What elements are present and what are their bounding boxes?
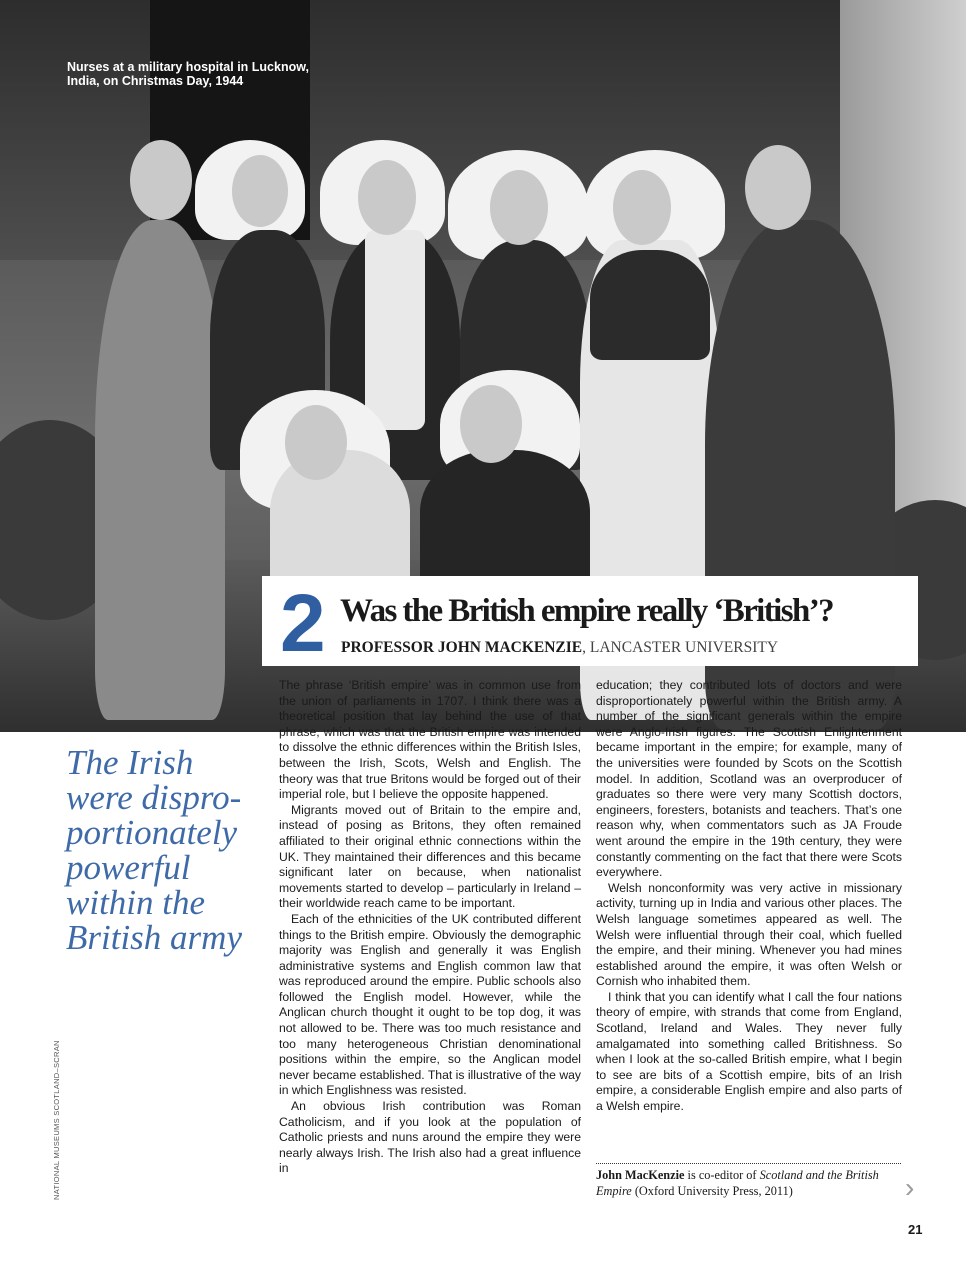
photo-face xyxy=(490,170,548,245)
photo-figure xyxy=(95,220,225,720)
photo-face xyxy=(613,170,671,245)
bio-name: John MacKenzie xyxy=(596,1168,685,1182)
photo-figure xyxy=(420,450,590,590)
photo-figure xyxy=(365,230,425,430)
pull-quote: The Irish were dispro-portionately powerful within the British army xyxy=(66,743,242,957)
photo-face xyxy=(460,385,522,463)
bio-book-title: Scotland and the British Empire xyxy=(596,1168,879,1198)
article-title: Was the British empire really ‘British’? xyxy=(340,593,833,629)
paragraph: Migrants moved out of Britain to the empire and, instead of posing as Britons, they often remained affiliated to their original ethnic connections within the UK. They maintained their differences and this became significant later on because, when nationalist movements started to develop – particularly in Ireland – their worldwide reach came to be important. xyxy=(279,802,581,911)
photo-face xyxy=(358,160,416,235)
paragraph: Welsh nonconformity was very active in missionary activity, turning up in India and various other places. The Welsh language sometimes appeared as well. The Welsh were influential through their coal, which fuelled the empire, and their mining. Whenever you had mines established around the empire, it was often Welsh or Cornish who inhabited them. xyxy=(596,880,902,989)
photo-face xyxy=(285,405,347,480)
photo-caption: Nurses at a military hospital in Lucknow, India, on Christmas Day, 1944 xyxy=(67,60,309,88)
article-number: 2 xyxy=(280,578,322,669)
byline xyxy=(341,638,778,658)
author-name: PROFESSOR JOHN MACKENZIE xyxy=(341,639,583,656)
bio-text: is co-editor of xyxy=(684,1168,760,1182)
paragraph: Each of the ethnicities of the UK contributed different things to the British empire. Obviously the demographic majority was English and generally it was English administrative systems and English common law that was reproduced around the empire. Public schools also followed the English model. However, while the Anglican church thought it ought to be top dog, it was not allowed to be. There was too much resistance and too many heterogeneous Christian denominational positions within the empire, so the Anglican model never became established. That is illustrative of the way in which Englishness was resisted. xyxy=(279,911,581,1098)
paragraph: I think that you can identify what I call the four nations theory of empire, with strands that come from England, Scotland, Ireland and Wales. They never fully amalgamated into something called Britishness. So when I look at the so-called British empire, what I begin to see are bits of a Scottish empire, bits of an Irish empire, a considerable English empire and also parts of a Welsh empire. xyxy=(596,989,902,1114)
photo-credit: NATIONAL MUSEUMS SCOTLAND–SCRAN xyxy=(52,1040,61,1200)
paragraph: The phrase ‘British empire’ was in common use from the union of parliaments in 1707. I think there was a theoretical position that lay behind the use of that phrase, which was that the British empire was intended to dissolve the ethnic differences within the British Isles, between the Irish, Scots, Welsh and English. The theory was that true Britons would be forged out of their imperial role, but I believe the opposite happened. xyxy=(279,678,581,802)
author-bio xyxy=(596,1167,902,1199)
bio-divider xyxy=(596,1163,901,1164)
paragraph: An obvious Irish contribution was Roman Catholicism, and if you look at the population of Catholic priests and nuns around the empire they were nearly always Irish. The Irish also had a great influence in xyxy=(279,1099,581,1176)
body-column-2 xyxy=(596,678,902,1115)
chevron-right-icon[interactable]: › xyxy=(905,1172,915,1203)
bio-publisher: (Oxford University Press, 2011) xyxy=(631,1184,793,1198)
photo-face xyxy=(232,155,288,227)
photo-figure xyxy=(270,450,410,590)
page-number: 21 xyxy=(908,1222,923,1237)
author-affiliation: , LANCASTER UNIVERSITY xyxy=(582,639,779,656)
photo-face xyxy=(130,140,192,220)
photo-figure xyxy=(590,250,710,360)
photo-face xyxy=(745,145,811,230)
body-column-1 xyxy=(279,678,581,1177)
paragraph: education; they contributed lots of doctors and were disproportionately powerful within the British army. A number of the significant generals within the empire were Anglo-Irish figures. The Scottish Enlightenment became important in the empire; for example, many of the universities were founded by Scots on the Scottish model. In addition, Scotland was an overproducer of graduates so there were very many Scottish doctors, engineers, foresters, botanists and teachers. That’s one reason why, when commentators such as JA Froude went around the empire in the 19th century, they were constantly commenting on the fact that there were Scots everywhere. xyxy=(596,678,902,880)
